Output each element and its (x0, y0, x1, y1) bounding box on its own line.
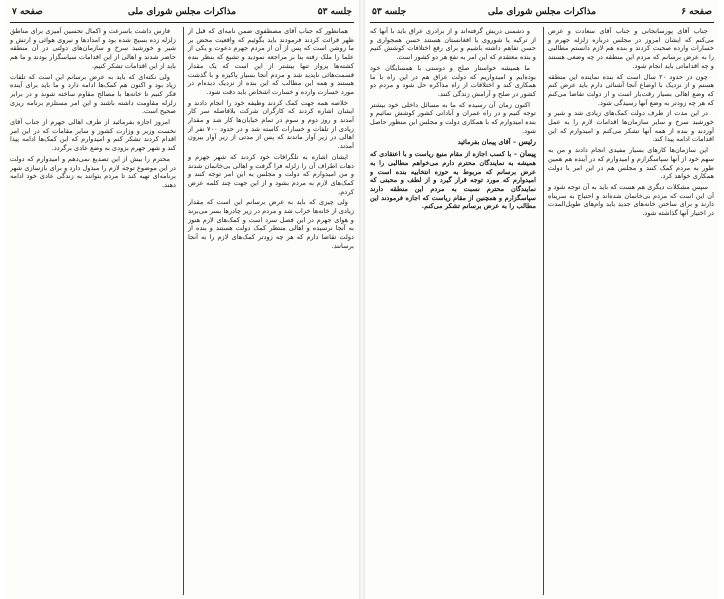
speaker-line: رئیس – آقای پیمان بفرمائید (457, 137, 536, 147)
paragraph: در این مدت از طرف دولت کمک‌های زیادی شد و شیر و خورشید سرخ و سایر سازمان‌ها اقدامات لازم را به عمل آوردند و بنده از همه آنها تشکر می‌کنم و امیدوارم که این اقدامات ادامه پیدا کند. (548, 109, 714, 144)
paragraph: اکنون زمان آن رسیده که ما به مسائل داخلی خود بیشتر توجه کنیم و در راه عمران و آبادانی کشور کوشش نمائیم و بنده امیدوارم که با همکاری دولت و مجلس این منظور حاصل شود. (370, 100, 536, 135)
page-number: صفحه ۷ (12, 7, 43, 17)
left-page-columns (10, 27, 354, 595)
text-column-right (183, 27, 354, 595)
publication-title: مذاکرات مجلس شورای ملی (487, 7, 597, 17)
paragraph: سپس مشکلات دیگری هم هست که باید به آن توجه شود و آن این است که مردم بی‌خانمان شده‌اند و احتیاج به سرپناه دارند و برای ساختن خانه‌های جدید باید وام‌های طویل‌المدت در اختیار آنها گذاشته شود. (548, 182, 714, 218)
page-gutter (359, 0, 365, 599)
text-column-right (543, 27, 714, 595)
session-label: جلسه ۵۳ (372, 7, 407, 17)
right-page (366, 0, 718, 599)
paragraph: امروز اجازه بفرمائید از طرف اهالی جهرم از جناب آقای نخست وزیر و وزارت کشور و سایر مقامات که در این امر اقدام کردند تشکر کنم و امیدوارم که این کمک‌ها ادامه پیدا کند و شهر جهرم بزودی به وضع عادی برگردد. (10, 118, 176, 153)
paragraph: ولی نکته‌ای که باید به عرض برسانم این است که تلفات زیاد بود و اکنون هم کمک‌ها ادامه دارد و ما باید برای آینده فکر کنیم تا خانه‌ها با مصالح مقاوم ساخته شوند و در برابر زلزله مقاومت داشته باشند و این امر مستلزم برنامه ریزی صحیح است. (10, 72, 176, 116)
paragraph: همانطور که جناب آقای مصطفوی ضمن نامه‌ای که قبل از ظهر قرائت کردند فرمودند باید بگوئیم که واقعیت محض بر ما روشن است که پس از آن از مردم جهرم دعوت و یکی از علما را ملک رفته بنا بر مراجعه نمودید و تشیع که بنظر بنده کشته‌ها پرواز تنها بیشتر از این است که یک مقدار قسمت‌هائی ناپدید شد و مردم آنجا بسیار پاکیزه و با گذشت هستند و همه این مطالب که این بنده از نزدیک دیده‌ام در مورد خسارت وارده و خسارت اشخاص باید دقت شود. (188, 27, 354, 96)
left-page-header (10, 6, 354, 23)
text-column-left (10, 27, 176, 595)
speaker-text: آقای پیمان بفرمائید (457, 138, 511, 147)
paragraph: فارس داشت باسرعت و اکمال تحسین آمیزی برای مناطق زلزله زده بسیج شده بود و امدادها و نیروی هوائی و ارتش و شیر و خورشید سرخ و سازمان‌های دولتی در آن منطقه حاضر شدند و اهالی از این اقدامات سپاسگزار بودند و ما هم باید از این اقدامات تشکر کنیم. (10, 27, 176, 70)
paragraph: این سازمان‌ها کارهای بسیار مفیدی انجام دادند و من به سهم خود از آنها سپاسگزارم و امیدوارم که در آینده هم همین طور به مردم کمک کنند و مجلس هم در این امر با دولت همکاری خواهد کرد. (548, 146, 714, 181)
publication-title: مذاکرات مجلس شورای ملی (127, 7, 237, 17)
right-page-header (370, 6, 714, 23)
paragraph: ما همیشه خواستار صلح و دوستی با همسایگان خود بوده‌ایم و امیدواریم که دولت عراق هم در این راه با ما همکاری کند و اختلافات از راه مذاکره حل شود و مردم دو کشور در صلح و آرامش زندگی کنند. (370, 63, 536, 98)
speaker-name: پیمان (519, 149, 536, 159)
left-page (6, 0, 358, 599)
paragraph: خلاصه همه جهت کمک کردند وظیفه خود را انجام دادند و ایشان اشاره کردند که کارگران شرکت بلافاصله سر کار آمدند و روز دوم و سوم در تمام خیابان‌ها کار شد و مقدار زیادی از تلفات و خسارات کاسته شد و در حدود ۷۰۰ نفر از اهالی در زیر آوار ماندند که پس از مدتی از زیر آوار بیرون آمدند. (188, 98, 354, 151)
speaker-name: رئیس (518, 137, 536, 147)
page-number: صفحه ۶ (681, 7, 712, 17)
speaker-text: با کسب اجازه از مقام منیع ریاست و با اعتقادی که همیشه به نمایندگان محترم دارم می‌خواهم مطالبی را به عرض برسانم که مربوط به حوزه انتخابیه بنده است و امیدوارم که مورد توجه قرار گیرد و از لطف و محبتی که نمایندگان محترم نسبت به مردم این منطقه دارند سپاسگزارم و همچنین از مقام ریاست که اجازه فرمودند این مطالب را به عرض برسانم تشکر می‌کنم. (370, 150, 536, 211)
session-label: جلسه ۵۳ (317, 7, 352, 17)
paragraph: محترم را بیش از این تصدیع نمی‌دهم و امیدوارم که دولت در این موضوع توجه لازم را مبذول دارد و برای بازسازی شهر برنامه‌ای تهیه کند تا مردم بتوانند به زندگی عادی خود ادامه دهند. (10, 154, 176, 189)
speaker-line: پیمان – با کسب اجازه از مقام منیع ریاست و با اعتقادی که همیشه به نمایندگان محترم دارم می‌خواهم مطالبی را به عرض برسانم که مربوط به حوزه انتخابیه بنده است و امیدوارم که مورد توجه قرار گیرد و از لطف و محبتی که نمایندگان محترم نسبت به مردم این منطقه دارند سپاسگزارم و همچنین از مقام ریاست که اجازه فرمودند این مطالب را به عرض برسانم تشکر می‌کنم. (370, 149, 536, 211)
text-column-left (370, 27, 536, 595)
right-page-columns (370, 27, 714, 595)
paragraph: و دشمنی دریش گرفته‌اند و از برادری عراق باید با آنها که از ترکیه یا شوروی یا افغانستان هستند حسن همجواری و حسن تفاهم داشته باشیم و برای رفع اختلافات کوشش کنیم و بنده معتقدم که این امر به نفع هر دو کشور است. (370, 27, 536, 62)
paragraph: چون در حدود ۲۰ سال است که بنده نماینده این منطقه هستم و از نزدیک با اوضاع آنجا آشنائی دارم باید عرض کنم که وضع اهالی بسیار رقت‌بار است و از دولت تقاضا می‌کنم که هر چه زودتر به وضع آنها رسیدگی شود. (548, 72, 714, 107)
paragraph: ولی چیزی که باید به عرض برسانم این است که مقدار زیادی از خانه‌ها خراب شد و مردم در زیر چادرها بسر می‌برند و هوای جهرم در این فصل سرد است و کمک‌های لازم هنوز به آنجا نرسیده و اهالی منتظر کمک دولت هستند و بنده از دولت تقاضا دارم که هر چه زودتر کمک‌های لازم را به آنجا برسانند. (188, 198, 354, 250)
paragraph: ایشان اشاره به تلگرافات خود کردند که شهر جهرم و دهات اطراف آن را زلزله فرا گرفت و اهالی بی‌خانمان شدند و من امیدوارم که دولت و مجلس به این امر توجه کنند و کمک‌های لازم به مردم بشود و از این جهت چند کلمه عرض کردم. (188, 152, 354, 196)
paragraph: جناب آقای پورسانجانی و جناب آقای سعادت و عرض می‌کنم که ایشان امروز در مجلس درباره زلزله جهرم و خسارات وارده صحبت کردند و بنده هم لازم دانستم مطالبی را به عرض برسانم که مردم این منطقه در چه وضعی هستند و چه اقداماتی باید انجام شود. (548, 27, 714, 70)
